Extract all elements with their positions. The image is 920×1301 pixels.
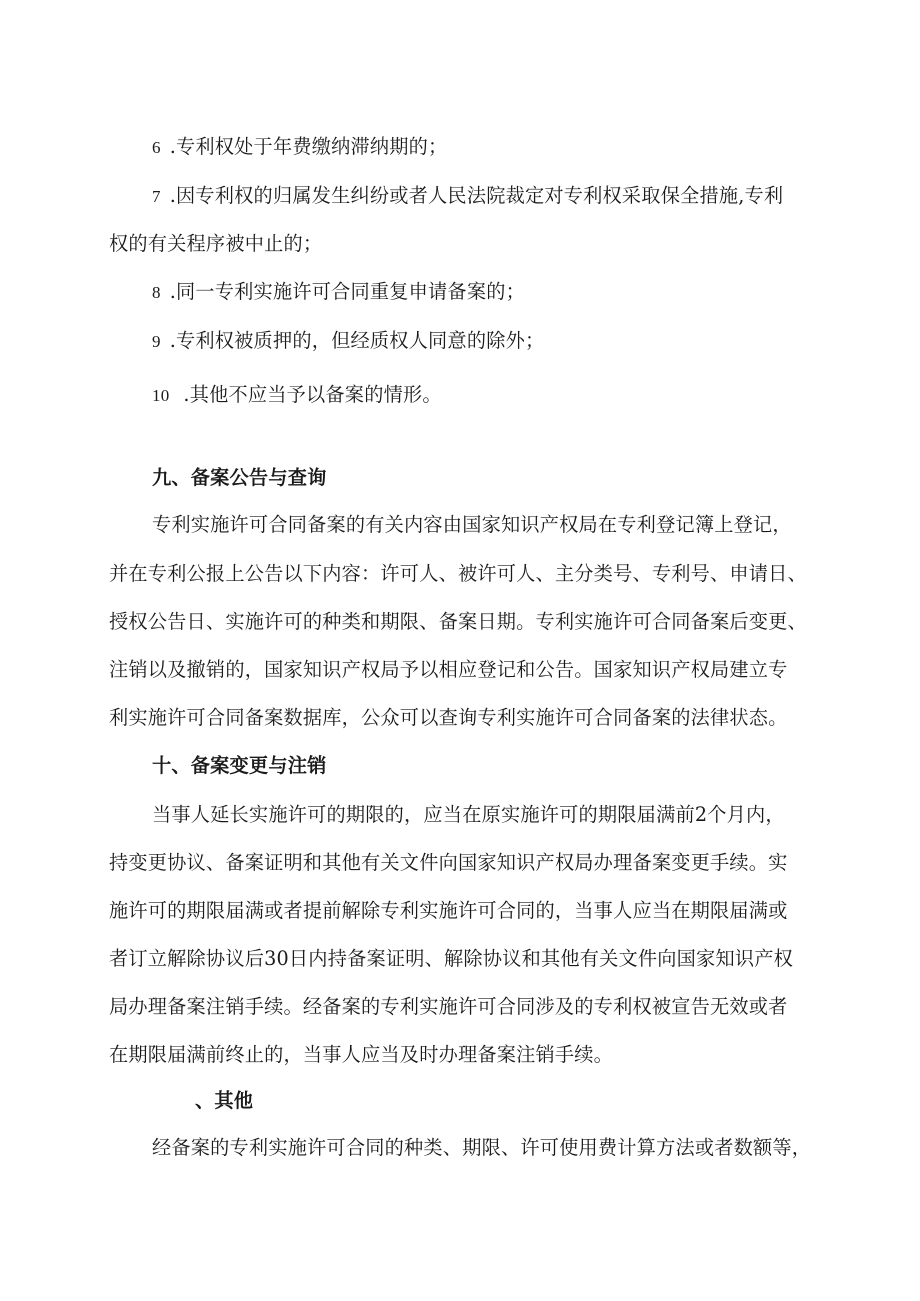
paragraph-line: 者订立解除协议后30日内持备案证明、解除协议和其他有关文件向国家知识产权 (109, 947, 793, 970)
list-item (152, 133, 447, 162)
paragraph-line: 注销以及撤销的，国家知识产权局予以相应登记和公告。国家知识产权局建立专 (109, 658, 788, 681)
list-item-number: 10 (152, 386, 170, 405)
list-item (152, 327, 544, 356)
list-item (152, 278, 525, 307)
paragraph-line: 当事人延长实施许可的期限的，应当在原实施许可的期限届满前2个月内， (152, 803, 785, 826)
paragraph-line: 专利实施许可合同备案的有关内容由国家知识产权局在专利登记簿上登记， (152, 513, 792, 536)
paragraph-line: 经备案的专利实施许可合同的种类、期限、许可使用费计算方法或者数额等， (152, 1136, 812, 1159)
list-item-text: .同一专利实施许可合同重复申请备案的； (169, 280, 525, 303)
list-item-text: .其他不应当予以备案的情形。 (183, 383, 442, 406)
list-item (152, 182, 783, 211)
list-item-number: 9 (152, 332, 161, 351)
paragraph-line: 并在专利公报上公告以下内容：许可人、被许可人、主分类号、专利号、申请日、 (109, 562, 807, 585)
list-item-number: 7 (152, 187, 161, 206)
list-item-text: .因专利权的归属发生纠纷或者人民法院裁定对专利权采取保全措施,专利 (169, 184, 784, 207)
list-item-number: 6 (152, 138, 161, 157)
paragraph-line: 持变更协议、备案证明和其他有关文件向国家知识产权局办理备案变更手续。实 (109, 851, 788, 874)
list-item (152, 381, 442, 410)
list-item-text: .专利权处于年费缴纳滞纳期的； (169, 135, 448, 158)
paragraph-line: 在期限届满前终止的，当事人应当及时办理备案注销手续。 (109, 1043, 614, 1066)
paragraph-line: 授权公告日、实施许可的种类和期限、备案日期。专利实施许可合同备案后变更、 (109, 610, 807, 633)
paragraph-line: 局办理备案注销手续。经备案的专利实施许可合同涉及的专利权被宣告无效或者 (109, 995, 788, 1018)
paragraph-line: 利实施许可合同备案数据库，公众可以查询专利实施许可合同备案的法律状态。 (109, 706, 788, 729)
list-item-text: .专利权被质押的，但经质权人同意的除外； (169, 329, 545, 352)
section-heading-11: 、其他 (195, 1089, 254, 1112)
section-heading-10: 十、备案变更与注销 (152, 754, 327, 777)
list-item-number: 8 (152, 283, 161, 302)
section-heading-9: 九、备案公告与查询 (152, 466, 327, 489)
list-item-continuation: 权的有关程序被中止的； (109, 232, 323, 255)
paragraph-line: 施许可的期限届满或者提前解除专利实施许可合同的，当事人应当在期限届满或 (109, 899, 788, 922)
